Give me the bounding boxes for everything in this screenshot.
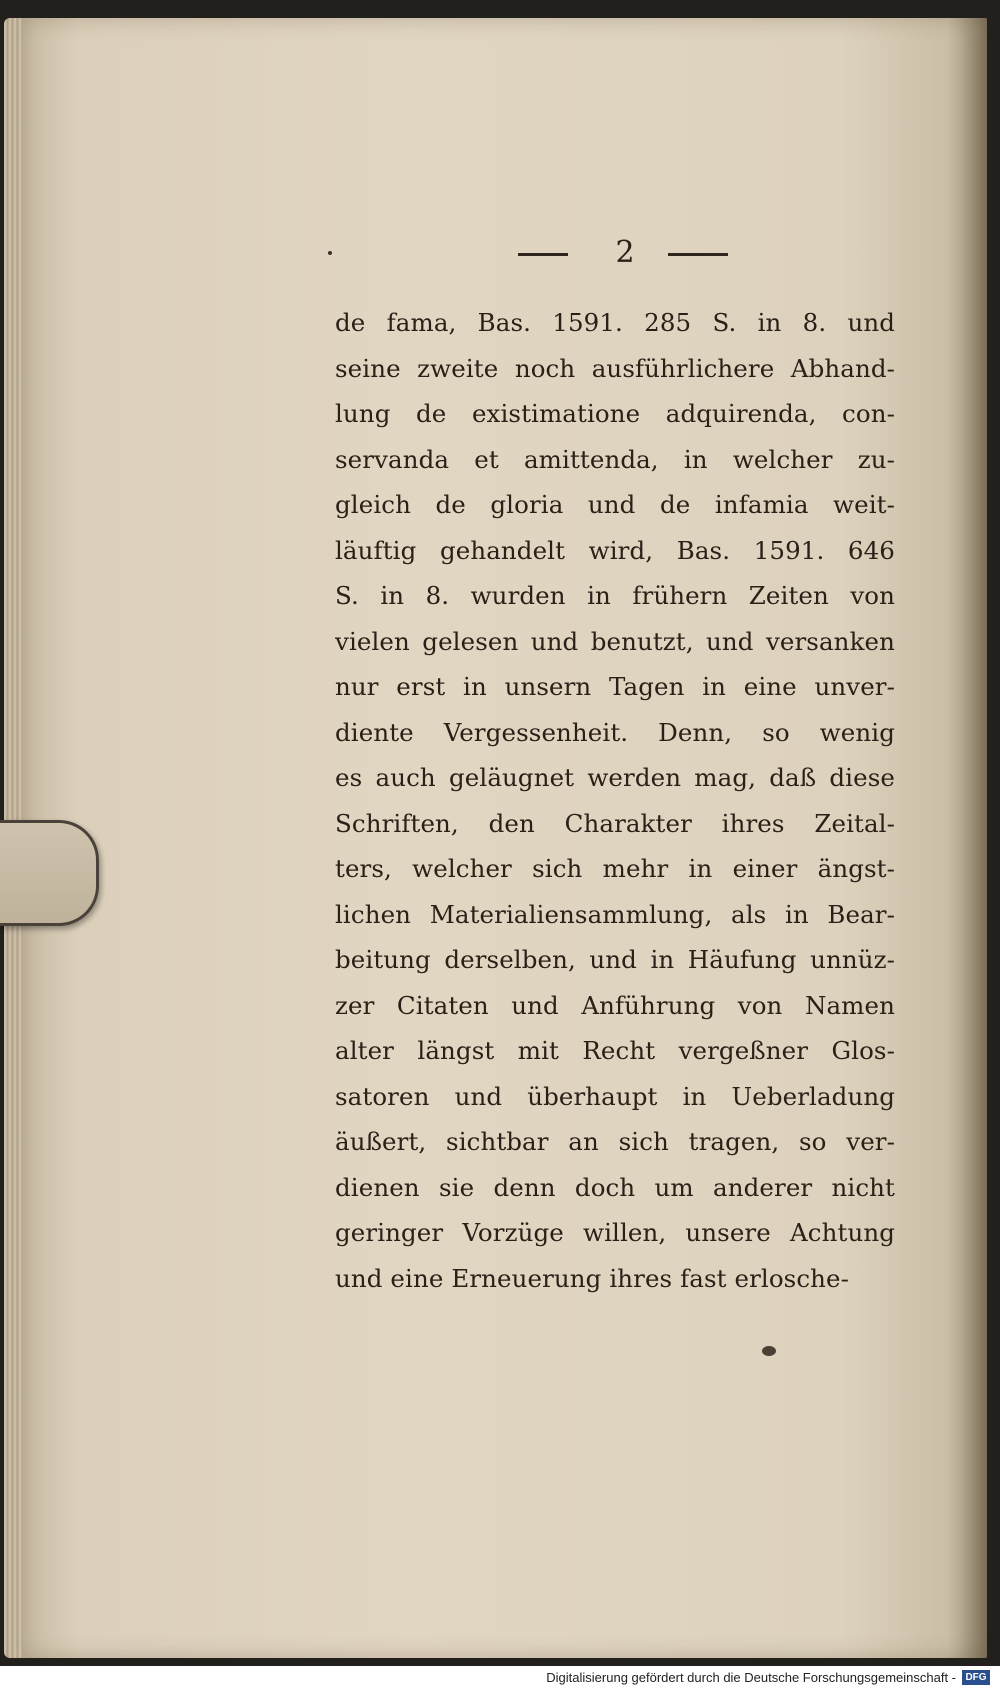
text-line: servanda et amittenda, in welcher zu- (335, 444, 895, 474)
text-line: äußert, sichtbar an sich tragen, so ver- (335, 1127, 895, 1156)
rule-left (518, 253, 568, 256)
text-line: es auch geläugnet werden mag, daß diese (335, 763, 895, 792)
text-line: zer Citaten und Anführung von Namen (335, 990, 895, 1020)
text-line: beitung derselben, und in Häufung unnüz- (335, 945, 895, 974)
ink-blot (762, 1346, 776, 1356)
bookmark-ribbon (0, 820, 99, 926)
rule-right (668, 253, 728, 256)
text-line: vielen gelesen und benutzt, und versanken (335, 626, 895, 656)
text-line: diente Vergessenheit. Denn, so wenig (335, 717, 895, 747)
text-line: nur erst in unsern Tagen in eine unver- (335, 672, 895, 701)
text-line: gleich de gloria und de infamia weit- (335, 490, 895, 519)
text-line: alter längst mit Recht vergeßner Glos- (335, 1036, 895, 1065)
spine-shadow (947, 18, 987, 1658)
body-text (335, 300, 895, 1301)
text-line: geringer Vorzüge willen, unsere Achtung (335, 1218, 895, 1247)
text-line: satoren und überhaupt in Ueberladung (335, 1081, 895, 1111)
text-line: seine zweite noch ausführlichere Abhand- (335, 353, 895, 383)
footer-strip (0, 1666, 1000, 1690)
page-number: 2 (615, 235, 635, 270)
text-line: und eine Erneuerung ihres fast erlosche- (335, 1263, 850, 1293)
text-line: lung de existimatione adquirenda, con- (335, 399, 895, 428)
text-line: ters, welcher sich mehr in einer ängst- (335, 854, 895, 883)
dfg-logo: DFG (962, 1670, 990, 1685)
text-line: dienen sie denn doch um anderer nicht (335, 1172, 895, 1202)
running-head (320, 235, 720, 275)
text-line: Schriften, den Charakter ihres Zeital- (335, 808, 895, 838)
text-line: S. in 8. wurden in frühern Zeiten von (335, 581, 895, 610)
ornament-dot (328, 251, 332, 255)
digitization-credit: Digitalisierung gefördert durch die Deutsche Forschungsgemeinschaft - (546, 1670, 956, 1685)
text-line: läuftig gehandelt wird, Bas. 1591. 646 (335, 535, 895, 565)
text-line: de fama, Bas. 1591. 285 S. in 8. und (335, 308, 895, 337)
text-line: lichen Materialiensammlung, als in Bear- (335, 899, 895, 929)
